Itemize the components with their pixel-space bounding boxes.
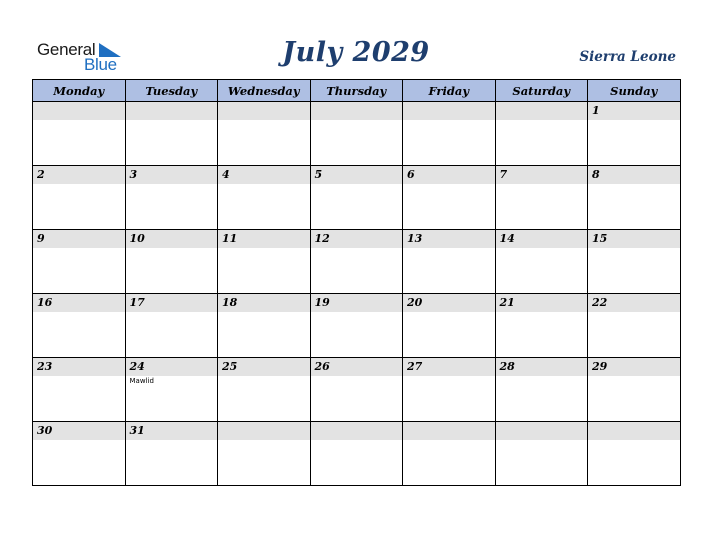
day-number: 31 [129, 424, 145, 437]
day-number-bar [588, 294, 680, 312]
day-cell [403, 102, 496, 166]
day-number-bar [588, 102, 680, 120]
day-cell [125, 230, 218, 294]
day-cell [218, 358, 311, 422]
day-number: 24 [129, 360, 145, 373]
week-row [33, 422, 681, 486]
day-cell [588, 422, 681, 486]
day-number: 6 [407, 168, 415, 181]
day-number-bar [311, 166, 403, 184]
day-number: 11 [222, 232, 238, 245]
day-number: 30 [37, 424, 53, 437]
day-cell [218, 294, 311, 358]
day-number-bar [218, 166, 310, 184]
day-cell [495, 166, 588, 230]
day-cell [218, 102, 311, 166]
day-cell [33, 294, 126, 358]
day-number: 5 [314, 168, 323, 181]
day-number-bar [33, 422, 125, 440]
day-number: 16 [37, 296, 53, 309]
day-number: 17 [129, 296, 145, 309]
day-number-bar [33, 166, 125, 184]
day-cell [495, 230, 588, 294]
day-cell [310, 294, 403, 358]
day-cell [495, 422, 588, 486]
day-number: 21 [499, 296, 515, 309]
day-number: 10 [129, 232, 145, 245]
day-number-bar [588, 230, 680, 248]
weekday-header: Saturday [495, 80, 588, 102]
day-number-bar [403, 294, 495, 312]
day-number: 25 [222, 360, 238, 373]
day-number-bar [496, 294, 588, 312]
day-number-bar [496, 102, 588, 120]
day-number-bar [218, 102, 310, 120]
day-number-bar [588, 422, 680, 440]
day-number-bar [311, 294, 403, 312]
weekday-header: Friday [403, 80, 496, 102]
weekday-header: Wednesday [218, 80, 311, 102]
country-label: Sierra Leone [579, 49, 676, 65]
day-number-bar [496, 358, 588, 376]
day-number: 26 [314, 360, 330, 373]
day-number: 22 [592, 296, 608, 309]
day-number: 20 [407, 296, 423, 309]
day-cell [403, 294, 496, 358]
day-number-bar [33, 294, 125, 312]
day-number-bar [126, 422, 218, 440]
week-row [33, 294, 681, 358]
day-number-bar [403, 422, 495, 440]
day-number-bar [588, 358, 680, 376]
day-cell [403, 358, 496, 422]
day-cell [310, 102, 403, 166]
day-number: 8 [592, 168, 600, 181]
day-number-bar [126, 230, 218, 248]
day-cell [125, 166, 218, 230]
day-cell [588, 230, 681, 294]
day-number: 19 [314, 296, 330, 309]
calendar-title: July 2029 [282, 37, 430, 68]
day-cell [310, 358, 403, 422]
day-cell [495, 358, 588, 422]
day-cell [125, 102, 218, 166]
day-number-bar [126, 358, 218, 376]
day-cell [33, 166, 126, 230]
logo-text-general: General [37, 40, 96, 59]
weekday-header: Monday [33, 80, 126, 102]
day-number: 3 [129, 168, 138, 181]
day-cell [403, 422, 496, 486]
day-number-bar [33, 102, 125, 120]
day-number-bar [403, 230, 495, 248]
day-number-bar [311, 422, 403, 440]
day-number: 15 [592, 232, 608, 245]
day-cell [125, 422, 218, 486]
day-number: 7 [499, 168, 508, 181]
day-number: 1 [592, 104, 600, 117]
day-cell [218, 422, 311, 486]
day-number: 4 [222, 168, 230, 181]
day-number: 2 [37, 168, 45, 181]
day-number-bar [403, 166, 495, 184]
day-cell [588, 166, 681, 230]
day-cell [125, 358, 218, 422]
day-cell [125, 294, 218, 358]
day-number-bar [126, 102, 218, 120]
weekday-header: Tuesday [125, 80, 218, 102]
day-number: 13 [407, 232, 423, 245]
day-number-bar [496, 166, 588, 184]
day-cell [310, 166, 403, 230]
day-number-bar [311, 230, 403, 248]
day-number-bar [218, 422, 310, 440]
day-number-bar [126, 166, 218, 184]
day-number-bar [218, 230, 310, 248]
week-row [33, 102, 681, 166]
day-cell [588, 102, 681, 166]
day-cell [218, 166, 311, 230]
day-cell [495, 294, 588, 358]
day-number: 14 [499, 232, 515, 245]
week-row [33, 230, 681, 294]
day-cell [310, 230, 403, 294]
day-number-bar [496, 230, 588, 248]
day-number-bar [218, 294, 310, 312]
day-number: 28 [499, 360, 515, 373]
day-number-bar [311, 358, 403, 376]
day-cell [588, 358, 681, 422]
day-cell [403, 166, 496, 230]
day-number: 29 [592, 360, 608, 373]
day-number-bar [218, 358, 310, 376]
weekday-header: Sunday [588, 80, 681, 102]
calendar-grid [32, 79, 681, 486]
day-number-bar [126, 294, 218, 312]
day-number: 9 [37, 232, 45, 245]
day-number-bar [33, 358, 125, 376]
day-cell [495, 102, 588, 166]
week-row [33, 358, 681, 422]
day-number-bar [311, 102, 403, 120]
day-cell [588, 294, 681, 358]
day-number: 18 [222, 296, 238, 309]
day-cell [403, 230, 496, 294]
logo-text-blue: Blue [84, 55, 117, 74]
weekday-header: Thursday [310, 80, 403, 102]
week-row [33, 166, 681, 230]
holiday-label: Mawlid [129, 377, 154, 385]
day-number-bar [496, 422, 588, 440]
day-number-bar [588, 166, 680, 184]
day-cell [33, 102, 126, 166]
day-number-bar [403, 102, 495, 120]
day-number: 27 [407, 360, 423, 373]
day-number-bar [403, 358, 495, 376]
day-cell [33, 422, 126, 486]
day-cell [218, 230, 311, 294]
day-number: 23 [37, 360, 53, 373]
weekday-header-row [33, 80, 681, 102]
day-number: 12 [314, 232, 330, 245]
day-number-bar [33, 230, 125, 248]
day-cell [310, 422, 403, 486]
day-cell [33, 230, 126, 294]
day-cell [33, 358, 126, 422]
